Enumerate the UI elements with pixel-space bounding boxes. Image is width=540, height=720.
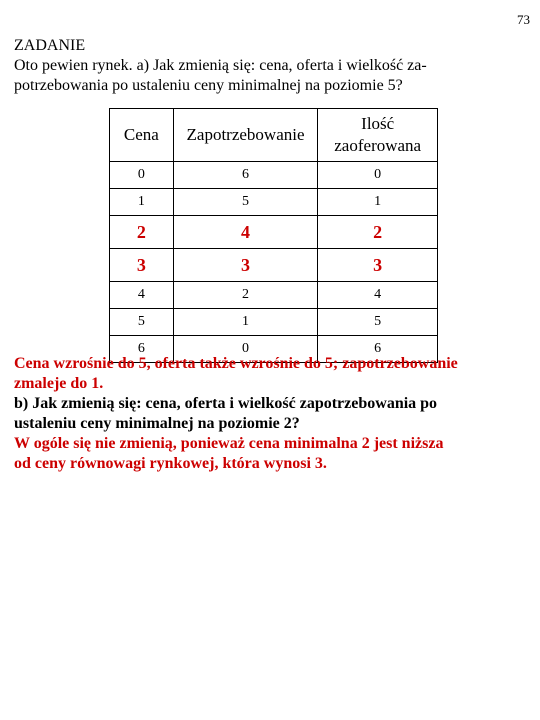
cell-supply: 0 (318, 162, 438, 189)
cell-demand: 0 (173, 336, 318, 363)
cell-supply: 2 (318, 216, 438, 249)
cell-demand: 4 (173, 216, 318, 249)
cell-supply: 4 (318, 282, 438, 309)
page-number: 73 (517, 12, 530, 27)
task-question-line-1: Oto pewien rynek. a) Jak zmienią się: cena, oferta i wielkość za- (14, 57, 427, 74)
answer-b-line-1: W ogóle się nie zmienią, ponieważ cena minimalna 2 jest niższa (14, 435, 444, 452)
cell-supply: 6 (318, 336, 438, 363)
market-table (109, 108, 438, 363)
table-row (110, 282, 438, 309)
table-row-highlighted (110, 216, 438, 249)
task-question-line-2: potrzebowania po ustaleniu ceny minimalnej na poziomie 5? (14, 77, 403, 94)
answer-a-line-1: Cena wzrośnie do 5, oferta także wzrośnie do 5; zapotrzebowanie (14, 355, 458, 372)
cell-price: 2 (110, 216, 174, 249)
header-price: Cena (110, 109, 174, 162)
cell-price: 5 (110, 309, 174, 336)
cell-price: 4 (110, 282, 174, 309)
cell-demand: 6 (173, 162, 318, 189)
cell-price: 6 (110, 336, 174, 363)
cell-price: 0 (110, 162, 174, 189)
table-row-highlighted (110, 249, 438, 282)
header-demand: Zapotrzebowanie (173, 109, 318, 162)
table-row (110, 309, 438, 336)
task-heading: ZADANIE (14, 37, 86, 54)
answer-a-line-2: zmaleje do 1. (14, 375, 104, 392)
table-row (110, 189, 438, 216)
question-b-line-1: b) Jak zmienią się: cena, oferta i wielkość zapotrzebowania po (14, 395, 438, 412)
cell-supply: 1 (318, 189, 438, 216)
cell-price: 3 (110, 249, 174, 282)
table-header-row (110, 109, 438, 162)
cell-price: 1 (110, 189, 174, 216)
cell-supply: 3 (318, 249, 438, 282)
cell-demand: 5 (173, 189, 318, 216)
cell-demand: 3 (173, 249, 318, 282)
cell-demand: 1 (173, 309, 318, 336)
table-row (110, 162, 438, 189)
task-intro (14, 36, 528, 96)
answers-block (14, 354, 528, 474)
answer-b-line-2: od ceny równowagi rynkowej, która wynosi 3. (14, 455, 327, 472)
question-b-line-2: ustaleniu ceny minimalnej na poziomie 2? (14, 415, 300, 432)
header-supply: Ilość zaoferowana (318, 109, 438, 162)
cell-demand: 2 (173, 282, 318, 309)
cell-supply: 5 (318, 309, 438, 336)
